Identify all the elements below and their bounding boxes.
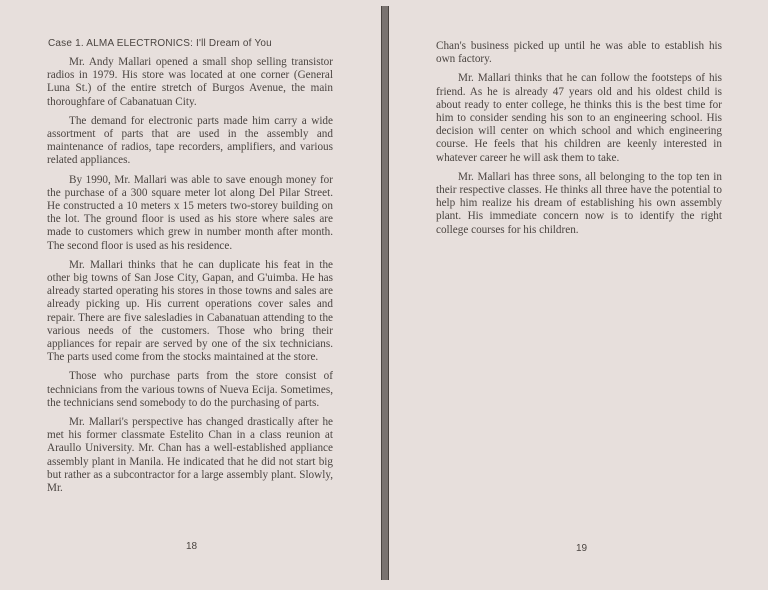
- page-number-left: 18: [186, 541, 198, 552]
- paragraph: Mr. Mallari's perspective has changed drastically after he met his former classmate Estelito Chan in a class reunion at Araullo University. Mr. Chan has a well-established appliance assembly plant in Manila. He indicated that he did not start big but rather as a subcontractor for a large assembly plant. Slowly, Mr.: [47, 416, 333, 495]
- page-number-right: 19: [576, 543, 588, 554]
- right-page-text: [436, 40, 722, 243]
- paragraph: Mr. Mallari thinks that he can duplicate his feat in the other big towns of San Jose City, Gapan, and G'uimba. He has already started operating his stores in those towns and sales are already picking up. His current operations cover sales and repair. There are five salesladies in Cabanatuan attending to the various needs of the customers. Those who bring their appliances for repair are served by one of the six technicians. The parts used come from the stocks maintained at the store.: [47, 258, 333, 364]
- paragraph: Mr. Andy Mallari opened a small shop selling transistor radios in 1979. His store was located at one corner (General Luna St.) of the entire stretch of Burgos Avenue, the main thoroughfare of Cabanatuan City.: [47, 56, 333, 108]
- right-page: [390, 0, 768, 590]
- paragraph: Those who purchase parts from the store consist of technicians from the various towns of Nueva Ecija. Sometimes, the technicians send somebody to do the purchasing of parts.: [47, 370, 333, 409]
- paragraph: Mr. Mallari thinks that he can follow the footsteps of his friend. As he is already 47 years old and his oldest child is about ready to enter college, he thinks this is the best time for him to consider sending his son to an engineering school. His decision will center on which school and which engineering course. He feels that his children are keenly interested in whatever career he will ask them to take.: [436, 72, 722, 164]
- left-page-text: [47, 56, 333, 501]
- paragraph: Chan's business picked up until he was able to establish his own factory.: [436, 40, 722, 66]
- paragraph: Mr. Mallari has three sons, all belonging to the top ten in their respective classes. He thinks all three have the potential to help him realize his dream of establishing his own assembly plant. His immediate concern now is to identify the right college courses for his children.: [436, 170, 722, 236]
- paragraph: The demand for electronic parts made him carry a wide assortment of parts that are used in the assembly and maintenance of radios, tape recorders, amplifiers, and various related appliances.: [47, 114, 333, 167]
- case-heading: Case 1. ALMA ELECTRONICS: I'll Dream of You: [48, 38, 272, 49]
- left-page: [0, 0, 381, 590]
- book-spine: [381, 6, 389, 580]
- paragraph: By 1990, Mr. Mallari was able to save enough money for the purchase of a 300 square meter lot along Del Pilar Street. He constructed a 10 meters x 15 meters two-storey building on the lot. The ground floor is used as his store where sales are made to customers which grew in number month after month. The second floor is used as his residence.: [47, 173, 333, 252]
